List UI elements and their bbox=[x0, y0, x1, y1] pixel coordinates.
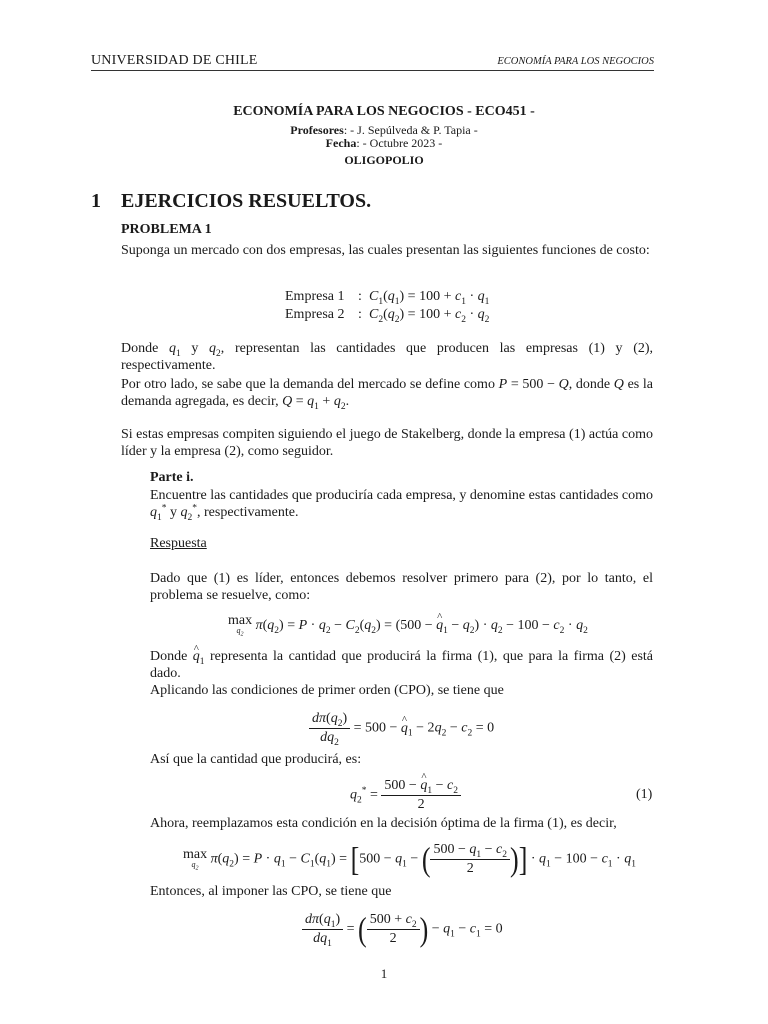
topic-title: OLIGOPOLIO bbox=[344, 153, 424, 167]
text-demand-a: Por otro lado, se sabe que la demanda del mercado se define como bbox=[121, 377, 495, 392]
part-statement-a: Encuentre las cantidades que produciría cada empresa, y denomine estas cantidades como bbox=[150, 488, 654, 503]
header-university: UNIVERSIDAD DE CHILE bbox=[91, 53, 258, 68]
max-operator: max $q_2$ bbox=[228, 613, 253, 638]
fraction-dpi-dq2: $\frac{d\pi(q_2)}{dq_2}$ bbox=[309, 711, 350, 746]
page-number: 1 bbox=[380, 966, 388, 981]
header-course: ECONOMÍA PARA LOS NEGOCIOS bbox=[497, 56, 654, 67]
header-rule bbox=[91, 70, 654, 71]
answer-label-text: Respuesta bbox=[150, 536, 207, 551]
answer-p2-a: Donde bbox=[150, 649, 188, 664]
max-operator-leader: max $q_2$ bbox=[183, 846, 208, 872]
fraction-dpi-dq1: $\frac{d\pi(q_1)}{dq_1}$ bbox=[302, 912, 343, 947]
equation-number: (1) bbox=[636, 787, 653, 802]
cost-equations bbox=[285, 289, 489, 323]
problem-intro: Suponga un mercado con dos empresas, las cuales presentan las siguientes funciones de costo: bbox=[121, 243, 650, 258]
text-donde: Donde bbox=[121, 341, 159, 356]
answer-paragraph-2: Donde ^ $q_1$ representa la cantidad que producirá la firma (1), que para la firma (2) está dado. bbox=[150, 648, 653, 682]
fraction-500-c2: $\frac{500 + c_2}{2}$ bbox=[367, 912, 420, 947]
text-demand-b: , donde bbox=[568, 377, 611, 392]
text-quantities-rest: , representan las cantidades que producen las empresas (1) y (2), respectivamente. bbox=[121, 341, 654, 373]
fraction-reaction: $\frac{500 - \^{} q_1 - c_2}{2}$ bbox=[381, 778, 461, 813]
equation-reaction-function: $q_2^*$ = $\frac{500 - \^{} q_1 - c_2}{2}$ bbox=[350, 778, 461, 813]
answer-paragraph-1: Dado que (1) es líder, entonces debemos resolver primero para (2), por lo tanto, el problema se resuelve, como: bbox=[150, 571, 653, 603]
text-y: y bbox=[191, 341, 199, 356]
date-value: : - Octubre 2023 - bbox=[356, 136, 443, 150]
equation-foc-leader: $\frac{d\pi(q_1)}{dq_1}$ = ( $\frac{500 + c_2}{2}$ ) − $q_1 - c_1 = 0$ bbox=[302, 912, 503, 947]
answer-paragraph-5: Ahora, reemplazamos esta condición en la decisión óptima de la firma (1), es decir, bbox=[150, 816, 617, 831]
cost-firm-2: Empresa 2 : $C_2(q_2) = 100 + c_2 \cdot q_2$ bbox=[285, 307, 490, 325]
date-line bbox=[0, 136, 768, 151]
cost-firm-1: Empresa 1 : $C_1(q_1) = 100 + c_1 \cdot q_1$ bbox=[285, 289, 490, 307]
professors-label: Profesores bbox=[290, 123, 344, 137]
text-demand-c: es la demanda agregada, es decir, bbox=[121, 377, 654, 409]
answer-label bbox=[150, 536, 207, 552]
fraction-leader: $\frac{500 - q_1 - c_2}{2}$ bbox=[430, 842, 510, 877]
part-statement-b: , respectivamente. bbox=[197, 505, 299, 520]
equation-foc-follower: $\frac{d\pi(q_2)}{dq_2}$ = 500 − ^ $q_1 - 2q_2 - c_2 = 0$ bbox=[309, 711, 494, 746]
answer-paragraph-3: Aplicando las condiciones de primer orden (CPO), se tiene que bbox=[150, 683, 504, 698]
part-statement-y: y bbox=[170, 505, 177, 520]
equation-leader-problem: max $q_2$ $\pi(q_2) = P \cdot q_1 - C_1(q_1) = [500 - q_1$ − ( $\frac{500 - q_1 - c_2}{2}$ )] · $q_1 - 100 - c_1 \cdot q_1$ bbox=[183, 840, 636, 878]
paragraph-quantities: Donde $q_1$ y $q_2$, representan las cantidades que producen las empresas (1) y (2), respectivamente. bbox=[121, 341, 654, 373]
problem-title: PROBLEMA 1 bbox=[121, 222, 212, 237]
firm-1-colon: : bbox=[358, 289, 362, 304]
firm-2-label: Empresa 2 bbox=[285, 307, 345, 322]
firm-1-label: Empresa 1 bbox=[285, 289, 345, 304]
paragraph-demand: Por otro lado, se sabe que la demanda del mercado se define como P = 500 − Q, donde Q es la demanda agregada, es decir, $Q = q_1 + q_2$. bbox=[121, 377, 654, 412]
firm-2-colon: : bbox=[358, 307, 362, 322]
part-title: Parte i. bbox=[150, 470, 194, 485]
professors-value: : - J. Sepúlveda & P. Tapia - bbox=[343, 123, 478, 137]
answer-paragraph-6: Entonces, al imponer las CPO, se tiene que bbox=[150, 884, 392, 899]
document-title: ECONOMÍA PARA LOS NEGOCIOS - ECO451 - bbox=[233, 104, 535, 119]
answer-paragraph-4: Así que la cantidad que producirá, es: bbox=[150, 752, 362, 767]
section-title: EJERCICIOS RESUELTOS. bbox=[121, 190, 372, 212]
paragraph-stackelberg: Si estas empresas compiten siguiendo el juego de Stakelberg, donde la empresa (1) actúa como líder y la empresa (2), como seguidor. bbox=[121, 427, 653, 459]
section-number: 1 bbox=[91, 190, 101, 212]
equation-follower-problem: max $q_2$ $\pi(q_2) = P \cdot q_2 - C_2(q_2) = (500$ − ^ $q_1 - q_2) \cdot q_2 - 100 - c_2 \cdot q_2$ bbox=[228, 616, 588, 636]
date-label: Fecha bbox=[325, 136, 357, 150]
answer-p2-b: representa la cantidad que producirá la firma (1), que para la firma (2) está dado. bbox=[150, 649, 653, 681]
section-heading bbox=[91, 190, 371, 213]
part-statement: Encuentre las cantidades que produciría cada empresa, y denomine estas cantidades como $q_1^*$ y $q_2^*$, respectivamente. bbox=[150, 488, 654, 523]
